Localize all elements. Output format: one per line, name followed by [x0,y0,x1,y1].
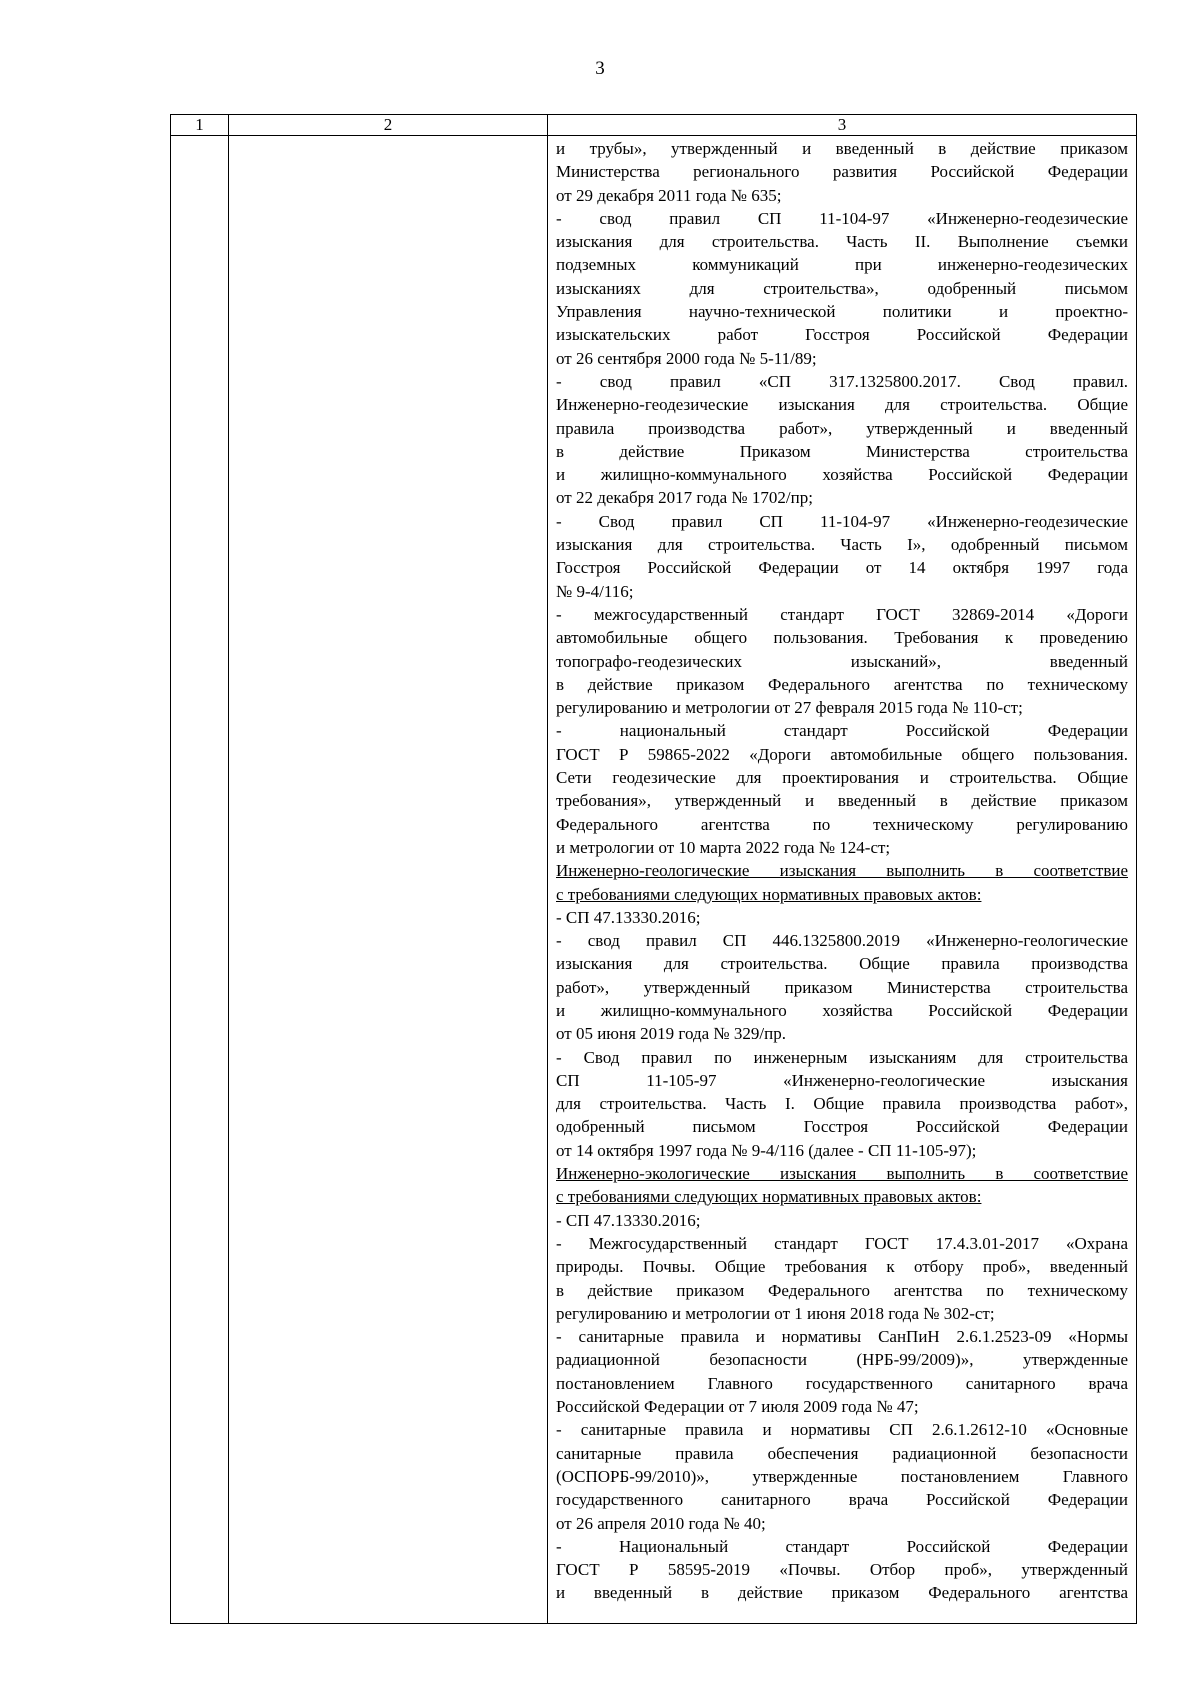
text-line-content: и жилищно-коммунального хозяйства Российской Федерации [556,1000,1128,1020]
text-line [556,696,1128,719]
text-line-content: с требованиями следующих нормативных правовых актов: [556,1187,982,1207]
text-line-content: - Свод правил СП 11-104-97 «Инженерно-геодезические [556,511,1128,531]
text-line-content: - санитарные правила и нормативы СП 2.6.1.2612-10 «Основные [556,1420,1128,1440]
text-line-content: Федерального агентства по техническому регулированию [556,814,1128,834]
text-line [556,277,1128,300]
text-line [556,556,1128,579]
text-line [556,207,1128,230]
text-line [556,1279,1128,1302]
text-line [556,1348,1128,1371]
text-line [556,836,1128,859]
text-line [556,580,1128,603]
text-line [556,1488,1128,1511]
text-line [556,1535,1128,1558]
column-header-3: 3 [548,115,1137,136]
text-line-content: регулированию и метрологии от 1 июня 2018 года № 302-ст; [556,1303,995,1323]
text-line [556,976,1128,999]
text-line-content: в действие приказом Федерального агентства по техническому [556,1280,1128,1300]
text-line [556,137,1128,160]
text-line-content: от 14 октября 1997 года № 9-4/116 (далее - СП 11-105-97); [556,1140,977,1160]
text-line [556,370,1128,393]
text-line [556,650,1128,673]
text-line-content: - национальный стандарт Российской Федерации [556,721,1128,741]
text-line-content: регулированию и метрологии от 27 февраля 2015 года № 110-ст; [556,698,1023,718]
text-line-content: изыскания для строительства. Общие правила производства [556,954,1128,974]
text-line-content: работ», утвержденный приказом Министерства строительства [556,977,1128,997]
underlined-heading-line [556,1162,1128,1185]
text-line [556,1418,1128,1441]
cell-col-1 [171,136,229,1624]
text-line [556,1558,1128,1581]
text-line-content: природы. Почвы. Общие требования к отбору проб», введенный [556,1257,1128,1277]
text-line [556,1395,1128,1418]
table-body-row [171,136,1137,1624]
text-line [556,1302,1128,1325]
text-line-content: - СП 47.13330.2016; [556,907,701,927]
text-line [556,1022,1128,1045]
text-line [556,952,1128,975]
text-line [556,1046,1128,1069]
text-line-content: требования», утвержденный и введенный в действие приказом [556,791,1128,811]
text-line [556,1255,1128,1278]
text-line [556,300,1128,323]
text-line-content: - Национальный стандарт Российской Федерации [556,1536,1128,1556]
page-number: 3 [595,58,605,79]
text-line-content: с требованиями следующих нормативных правовых актов: [556,884,982,904]
underlined-heading-line [556,859,1128,882]
text-line-content: одобренный письмом Госстроя Российской Федерации [556,1117,1128,1137]
text-line-content: санитарные правила обеспечения радиационной безопасности [556,1443,1128,1463]
text-line-content: - санитарные правила и нормативы СанПиН 2.6.1.2523-09 «Нормы [556,1327,1128,1347]
cell-col-3 [548,136,1137,1624]
text-line [556,417,1128,440]
document-table [170,114,1137,1624]
table-header-row [171,115,1137,136]
text-line-content: для строительства. Часть I. Общие правила производства работ», [556,1094,1128,1114]
text-line [556,1442,1128,1465]
text-line [556,510,1128,533]
text-line-content: № 9-4/116; [556,581,634,601]
text-line-content: государственного санитарного врача Российской Федерации [556,1490,1128,1510]
column-header-2: 2 [229,115,548,136]
text-line [556,906,1128,929]
text-line [556,929,1128,952]
text-line [556,999,1128,1022]
text-line [556,1092,1128,1115]
text-line-content: - Межгосударственный стандарт ГОСТ 17.4.3.01-2017 «Охрана [556,1233,1128,1253]
text-line-content: Госстроя Российской Федерации от 14 октября 1997 года [556,558,1128,578]
text-line-content: и трубы», утвержденный и введенный в действие приказом [556,139,1128,158]
text-line [556,719,1128,742]
cell-text [548,136,1136,1605]
text-line [556,184,1128,207]
text-line-content: изысканиях для строительства», одобренный письмом [556,278,1128,298]
text-line-content: (ОСПОРБ-99/2010)», утвержденные постановлением Главного [556,1466,1128,1486]
cell-col-2 [229,136,548,1624]
underlined-heading-line [556,1185,1128,1208]
text-line-content: изыскания для строительства. Часть II. Выполнение съемки [556,232,1128,252]
text-line [556,160,1128,183]
text-line-content: Инженерно-геологические изыскания выполнить в соответствие [556,861,1128,881]
text-line-content: ГОСТ Р 59865-2022 «Дороги автомобильные общего пользования. [556,744,1128,764]
text-line-content: Инженерно-геодезические изыскания для строительства. Общие [556,395,1128,415]
text-line-content: и жилищно-коммунального хозяйства Российской Федерации [556,465,1128,485]
column-header-1: 1 [171,115,229,136]
text-line-content: - СП 47.13330.2016; [556,1210,701,1230]
text-line-content: правила производства работ», утвержденный и введенный [556,418,1128,438]
text-line-content: от 29 декабря 2011 года № 635; [556,185,782,205]
text-line-content: от 05 июня 2019 года № 329/пр. [556,1024,786,1044]
text-line-content: постановлением Главного государственного санитарного врача [556,1373,1128,1393]
underlined-heading-line [556,883,1128,906]
text-line [556,463,1128,486]
text-line-content: Инженерно-экологические изыскания выполнить в соответствие [556,1164,1128,1184]
text-line [556,1372,1128,1395]
text-line [556,1232,1128,1255]
text-line-content: изыскательских работ Госстроя Российской Федерации [556,325,1128,345]
text-line [556,743,1128,766]
text-line-content: Сети геодезические для проектирования и строительства. Общие [556,768,1128,788]
text-line-content: радиационной безопасности (НРБ-99/2009)», утвержденные [556,1350,1128,1370]
text-line [556,323,1128,346]
text-line [556,813,1128,836]
text-line-content: от 26 сентября 2000 года № 5-11/89; [556,348,817,368]
text-line [556,1465,1128,1488]
text-line-content: от 22 декабря 2017 года № 1702/пр; [556,488,813,508]
text-line [556,766,1128,789]
text-line [556,486,1128,509]
text-line [556,1139,1128,1162]
text-line-content: изыскания для строительства. Часть I», одобренный письмом [556,535,1128,555]
text-line-content: - межгосударственный стандарт ГОСТ 32869-2014 «Дороги [556,604,1128,624]
text-line [556,253,1128,276]
text-line [556,1115,1128,1138]
text-line-content: ГОСТ Р 58595-2019 «Почвы. Отбор проб», утвержденный [556,1560,1128,1580]
text-line-content: - свод правил СП 11-104-97 «Инженерно-геодезические [556,208,1128,228]
text-line-content: - свод правил «СП 317.1325800.2017. Свод правил. [556,371,1128,391]
text-line-content: Управления научно-технической политики и проектно- [556,302,1128,322]
text-line-content: автомобильные общего пользования. Требования к проведению [556,628,1128,648]
text-line-content: в действие приказом Федерального агентства по техническому [556,674,1128,694]
text-line-content: топографо-геодезических изысканий», введенный [556,651,1128,671]
text-line [556,533,1128,556]
text-line-content: в действие Приказом Министерства строительства [556,441,1128,461]
text-line-content: Российской Федерации от 7 июля 2009 года № 47; [556,1397,919,1417]
text-line-content: - Свод правил по инженерным изысканиям для строительства [556,1047,1128,1067]
text-line [556,440,1128,463]
text-line-content: подземных коммуникаций при инженерно-геодезических [556,255,1128,275]
text-line [556,789,1128,812]
text-line-content: Министерства регионального развития Российской Федерации [556,162,1128,182]
text-line [556,1209,1128,1232]
text-line [556,1512,1128,1535]
text-line [556,603,1128,626]
text-line [556,673,1128,696]
text-line [556,1581,1128,1604]
text-line [556,626,1128,649]
text-line-content: - свод правил СП 446.1325800.2019 «Инженерно-геологические [556,931,1128,951]
text-line-content: и введенный в действие приказом Федерального агентства [556,1583,1128,1603]
text-line [556,1325,1128,1348]
text-line [556,393,1128,416]
text-line [556,1069,1128,1092]
text-line-content: СП 11-105-97 «Инженерно-геологические изыскания [556,1070,1128,1090]
text-line-content: от 26 апреля 2010 года № 40; [556,1513,766,1533]
text-line [556,347,1128,370]
text-line [556,230,1128,253]
text-line-content: и метрологии от 10 марта 2022 года № 124-ст; [556,837,891,857]
